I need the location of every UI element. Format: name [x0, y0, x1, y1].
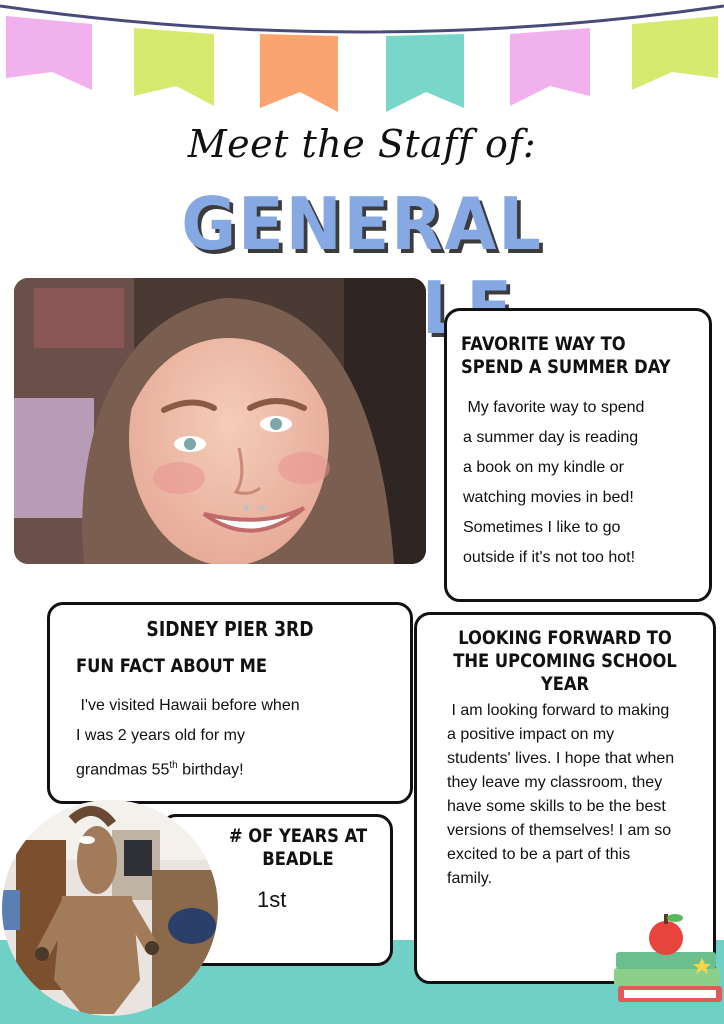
forward-line: they leave my classroom, they [447, 774, 663, 791]
forward-title-line-2: THE UPCOMING SCHOOL [453, 650, 677, 672]
summer-answer-text [463, 393, 703, 573]
forward-line: have some skills to be the best [447, 798, 666, 815]
fun-fact-line: I was 2 years old for my [76, 727, 245, 744]
fun-fact-text [76, 691, 396, 785]
looking-forward-text [447, 699, 709, 891]
fun-fact-line: I've visited Hawaii before when [76, 697, 300, 714]
summer-day-card [444, 308, 712, 602]
fun-fact-card [47, 602, 413, 804]
summer-line: watching movies in bed! [463, 489, 634, 506]
page-intro-heading: Meet the Staff of: [187, 122, 537, 166]
ordinal-suffix: th [169, 760, 178, 771]
horse-mascot-photo [2, 800, 218, 1016]
summer-title-line-2: SPEND A SUMMER DAY [461, 356, 671, 378]
fun-fact-line-start: grandmas 55 [76, 761, 170, 779]
years-title-line-1: # OF YEARS AT [228, 825, 368, 847]
school-name-heading: GENERAL [181, 182, 543, 266]
teacher-selfie-photo [14, 278, 426, 564]
forward-line: students' lives. I hope that when [447, 750, 675, 767]
fun-fact-line [76, 751, 396, 785]
summer-line: a summer day is reading [463, 429, 639, 446]
summer-card-title [461, 333, 671, 379]
fun-fact-line-end: birthday! [177, 761, 244, 779]
years-title [218, 825, 378, 871]
looking-forward-title [438, 627, 693, 696]
bunting-flags-icon [0, 0, 724, 120]
books-apple-icon [612, 908, 724, 1008]
forward-line: I am looking forward to making [447, 702, 670, 719]
summer-line: My favorite way to spend [463, 399, 645, 416]
staff-name-grade: SIDNEY PIER 3RD [146, 617, 314, 641]
forward-line: a positive impact on my [447, 726, 615, 743]
years-value: 1st [257, 887, 287, 912]
forward-line: versions of themselves! I am so [447, 822, 672, 839]
summer-line: a book on my kindle or [463, 459, 624, 476]
summer-line: Sometimes I like to go [463, 519, 621, 536]
summer-line: outside if it's not too hot! [463, 549, 636, 566]
forward-line: excited to be a part of this [447, 846, 631, 863]
forward-title-line-3: YEAR [540, 673, 590, 695]
forward-title-line-1: LOOKING FORWARD TO [458, 627, 672, 649]
fun-fact-title: FUN FACT ABOUT ME [76, 655, 268, 677]
years-title-line-2: BEADLE [262, 848, 334, 870]
forward-line: family. [447, 870, 493, 887]
summer-title-line-1: FAVORITE WAY TO [461, 333, 626, 355]
